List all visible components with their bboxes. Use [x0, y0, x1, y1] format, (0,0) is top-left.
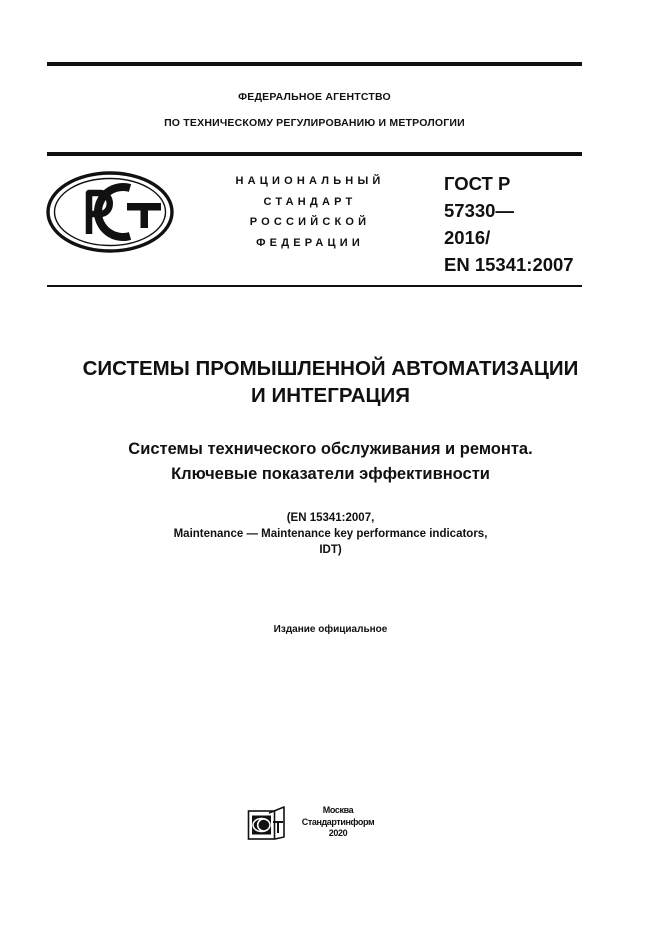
publisher-logo-icon [247, 805, 287, 841]
edition-label: Издание официальное [273, 624, 388, 635]
rst-logo-icon [45, 170, 175, 254]
top-rule [47, 62, 582, 66]
document-subtitle [30, 437, 631, 487]
document-subtitle-line2: Ключевые показатели эффективности [171, 465, 490, 483]
standard-type [200, 171, 420, 254]
standard-code-line2: 57330— [444, 200, 514, 221]
reference-line1: (EN 15341:2007, [286, 512, 375, 524]
document-subtitle-line1: Системы технического обслуживания и ремонта. [128, 440, 533, 458]
document-title [30, 355, 631, 409]
agency-name-line2: ПО ТЕХНИЧЕСКОМУ РЕГУЛИРОВАНИЮ И МЕТРОЛОГИИ [164, 117, 465, 129]
document-title-line2: И ИНТЕГРАЦИЯ [251, 384, 410, 407]
standard-code-line4: EN 15341:2007 [444, 254, 574, 275]
standard-type-line3: РОССИЙСКОЙ [249, 216, 371, 229]
standard-type-line2: СТАНДАРТ [263, 195, 357, 208]
reference-line2: Maintenance — Maintenance key performance indicators, [173, 528, 488, 540]
publisher-city: Москва [322, 805, 354, 815]
standard-type-line1: НАЦИОНАЛЬНЫЙ [235, 175, 385, 187]
standard-code-line3: 2016/ [444, 227, 491, 248]
publisher-year: 2020 [328, 828, 348, 838]
reference-line3: IDT) [319, 544, 342, 556]
standard-type-line4: ФЕДЕРАЦИИ [256, 237, 364, 250]
standard-code-line1: ГОСТ Р [444, 173, 511, 194]
header-bottom-rule [47, 285, 582, 287]
publisher-info [293, 805, 383, 840]
agency-name-line1: ФЕДЕРАЛЬНОЕ АГЕНТСТВО [238, 91, 391, 103]
standard-code [444, 170, 594, 278]
publisher-name: Стандартинформ [301, 816, 375, 827]
reference-standard [30, 510, 631, 558]
header-rule [47, 152, 582, 156]
document-title-line1: СИСТЕМЫ ПРОМЫШЛЕННОЙ АВТОМАТИЗАЦИИ [82, 357, 579, 380]
